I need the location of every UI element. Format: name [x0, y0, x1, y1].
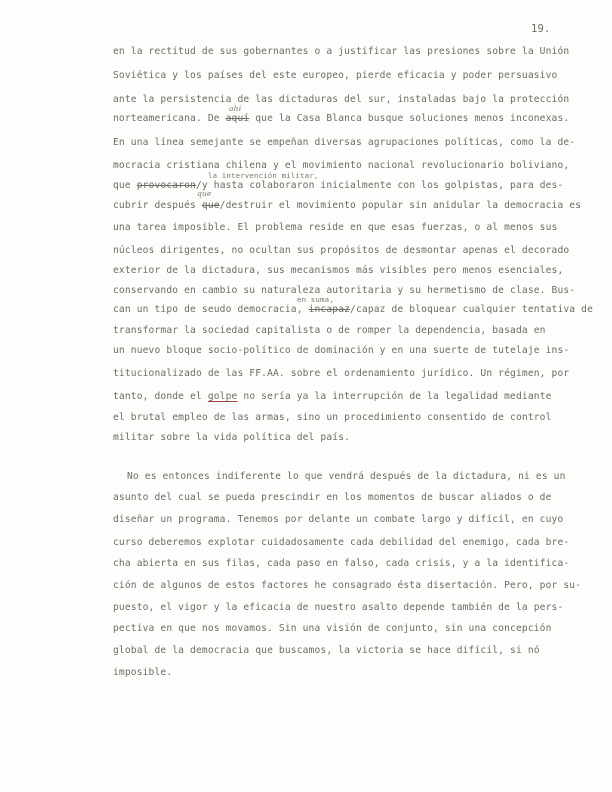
struck-word: que: [201, 200, 220, 211]
struck-word: incapaz: [308, 304, 351, 315]
text-segment: /destruir el movimiento popular sin anidular la democracia es: [219, 200, 582, 211]
text-line: [113, 391, 552, 402]
text-line: global de la democracia que buscamos, la victoria se hace difícil, si nó: [113, 645, 540, 656]
text-segment: /capaz de bloquear cualquier tentativa de: [350, 304, 594, 315]
text-line: En una línea semejante se empeñan diversas agrupaciones políticas, como la de-: [113, 137, 576, 148]
underlined-word: golpe: [207, 391, 238, 402]
handwritten-insert: que: [197, 189, 212, 198]
text-line: titucionalizado de las FF.AA. sobre el ordenamiento jurídico. Un régimen, por: [113, 368, 570, 379]
page-number: 19.: [531, 23, 551, 35]
text-line: mocracia cristiana chilena y el movimiento nacional revolucionario boliviano,: [113, 160, 570, 171]
text-segment: cubrir después: [113, 200, 202, 211]
text-line: No es entonces indiferente lo que vendrá después de la dictadura, ni es un: [127, 471, 566, 482]
text-line: exterior de la dictadura, sus mecanismos más visibles pero menos esenciales,: [113, 265, 564, 276]
text-line: en la rectitud de sus gobernantes o a justificar las presiones sobre la Unión: [113, 46, 570, 57]
text-segment: que la Casa Blanca busque soluciones menos inconexas.: [249, 113, 570, 124]
struck-word: provocaron: [136, 180, 196, 191]
text-line: [113, 200, 581, 211]
text-line: [113, 113, 569, 124]
text-line: el brutal empleo de las armas, sino un procedimiento consentido de control: [113, 412, 552, 423]
text-line: conservando en cambio su naturaleza autoritaria y su hermetismo de clase. Bus-: [113, 285, 576, 296]
text-line: pectiva en que nos movamos. Sin una visión de conjunto, sin una concepción: [113, 623, 552, 634]
struck-word: aquí: [225, 113, 250, 124]
text-line: un nuevo bloque socio-político de dominación y en una suerte de tutelaje ins-: [113, 345, 570, 356]
text-line: transformar la sociedad capitalista o de romper la dependencia, basada en: [113, 325, 546, 336]
text-line: imposible.: [113, 667, 173, 678]
text-line: cha abierta en sus filas, cada paso en falso, cada crisis, y a la identifica-: [113, 558, 570, 569]
text-line: núcleos dirigentes, no ocultan sus propósitos de desmontar apenas el decorado: [113, 245, 570, 256]
text-line: ción de algunos de estos factores he consagrado ésta disertación. Pero, por su-: [113, 580, 582, 591]
typed-insert: en suma,: [297, 295, 334, 304]
text-segment: no sería ya la interrupción de la legalidad mediante: [237, 391, 552, 402]
text-line: curso deberemos explotar cuidadosamente cada debilidad del enemigo, cada bre-: [113, 537, 570, 548]
text-line: Soviética y los países del este europeo, pierde eficacia y poder persuasivo: [113, 70, 558, 81]
text-line: [113, 304, 593, 315]
handwritten-insert: ahí: [229, 104, 242, 113]
text-segment: que: [113, 180, 137, 191]
text-line: ante la persistencia de las dictaduras del sur, instaladas bajo la protección: [113, 94, 570, 105]
text-segment: norteamericana. De: [113, 113, 226, 124]
text-segment: /y hasta colaboraron inicialmente con los golpistas, para des-: [195, 180, 564, 191]
text-line: militar sobre la vida política del país.: [113, 432, 351, 443]
text-line: puesto, el vigor y la eficacia de nuestro asalto depende también de la pers-: [113, 602, 564, 613]
text-line: asunto del cual se pueda prescindir en los momentos de buscar aliados o de: [113, 492, 552, 503]
typed-insert: la intervención militar,: [208, 171, 319, 180]
text-segment: can un tipo de seudo democracia,: [113, 304, 309, 315]
text-line: diseñar un programa. Tenemos por delante un combate largo y difícil, en cuyo: [113, 514, 564, 525]
text-line: [113, 180, 563, 191]
text-line: una tarea imposible. El problema reside en que esas fuerzas, o al menos sus: [113, 222, 558, 233]
text-segment: tanto, donde el: [113, 391, 208, 402]
